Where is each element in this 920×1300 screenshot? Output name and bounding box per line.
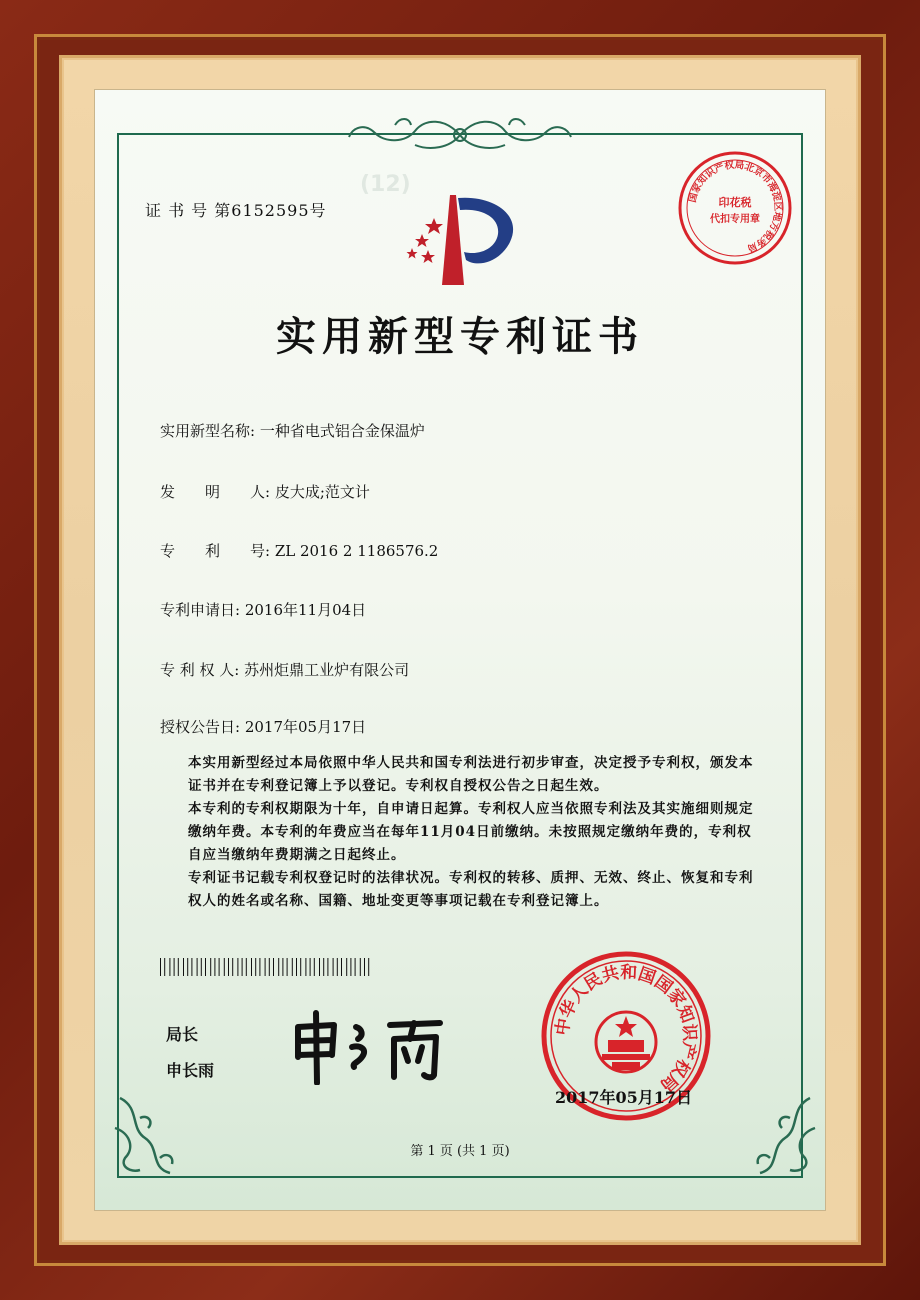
barcode-bar xyxy=(368,958,369,976)
barcode-bar xyxy=(346,958,347,976)
corner-ornament-icon xyxy=(110,1088,200,1178)
watermark-ghost: (12) xyxy=(360,172,411,197)
barcode-bar xyxy=(300,958,301,976)
barcode-bar xyxy=(228,958,229,976)
barcode-bar xyxy=(210,958,211,976)
barcode-bar xyxy=(232,958,233,976)
barcode-bar xyxy=(350,958,351,976)
barcode-bar xyxy=(197,958,198,976)
inventor: 发 明 人: 皮大成;范文计 xyxy=(160,483,370,501)
paragraph-2 xyxy=(160,798,760,867)
barcode-bar xyxy=(219,958,220,976)
tax-seal-arc-text: 国家知识产权局北京市海淀区地方税务局 xyxy=(687,159,784,254)
corner-ornament-icon xyxy=(730,1088,820,1178)
filing-date: 专利申请日: 2016年11月04日 xyxy=(160,601,367,619)
top-ornament-icon xyxy=(345,113,575,157)
barcode-bar xyxy=(327,958,328,976)
barcode-bar xyxy=(360,958,361,976)
patentee: 专 利 权 人: 苏州炬鼎工业炉有限公司 xyxy=(160,661,410,679)
barcode-bar xyxy=(273,958,274,976)
director-signature xyxy=(290,1005,470,1085)
barcode-bar xyxy=(310,958,311,976)
barcode-bar xyxy=(174,958,175,976)
barcode-bar xyxy=(187,958,188,976)
certificate-title: 实用新型专利证书 xyxy=(276,314,644,360)
paragraph-2-text: 本专利的专利权期限为十年，自申请日起算。专利权人应当依照专利法及其实施细则规定缴纳年费。本专利的年费应当在每年11月04日前缴纳。未按照规定缴纳年费的，专利权自应当缴纳年费期满之日起终止。 xyxy=(188,801,754,863)
barcode-bar xyxy=(160,958,161,976)
barcode-bar xyxy=(224,958,225,976)
barcode-bar xyxy=(237,958,238,976)
barcode-bar xyxy=(292,958,293,976)
barcode-bar xyxy=(164,958,165,976)
certificate-number: 证 书 号 第6152595号 xyxy=(145,201,327,220)
patent-office-logo-icon xyxy=(398,190,528,290)
barcode xyxy=(160,958,370,976)
director-name: 申长雨 xyxy=(166,1061,215,1080)
barcode-bar xyxy=(242,958,243,976)
seal-date: 2017年05月17日 xyxy=(555,1088,693,1107)
barcode-bar xyxy=(178,958,179,976)
paragraph-1-text: 本实用新型经过本局依照中华人民共和国专利法进行初步审查，决定授予专利权，颁发本证书并在专利登记簿上予以登记。专利权自授权公告之日起生效。 xyxy=(188,755,754,794)
barcode-bar xyxy=(201,958,202,976)
barcode-bar xyxy=(169,958,170,976)
patent-number: 专 利 号: ZL 2016 2 1186576.2 xyxy=(160,542,439,560)
barcode-bar xyxy=(251,958,252,976)
barcode-bar xyxy=(314,958,315,976)
barcode-bar xyxy=(364,958,365,976)
utility-model-name: 实用新型名称: 一种省电式铝合金保温炉 xyxy=(160,422,425,440)
barcode-bar xyxy=(278,958,279,976)
barcode-bar xyxy=(269,958,270,976)
barcode-bar xyxy=(255,958,256,976)
barcode-bar xyxy=(183,958,184,976)
paragraph-3 xyxy=(160,867,760,913)
barcode-bar xyxy=(337,958,338,976)
tax-seal-line-2: 代扣专用章 xyxy=(710,214,760,225)
barcode-bar xyxy=(191,958,192,976)
tax-seal-stamp xyxy=(675,148,795,268)
barcode-bar xyxy=(296,958,297,976)
page-number: 第 1 页 (共 1 页) xyxy=(410,1144,510,1159)
barcode-bar xyxy=(287,958,288,976)
barcode-bar xyxy=(305,958,306,976)
barcode-bar xyxy=(265,958,266,976)
paragraph-3-text: 专利证书记载专利权登记时的法律状况。专利权的转移、质押、无效、终止、恢复和专利权人的姓名或名称、国籍、地址变更等事项记载在专利登记簿上。 xyxy=(188,870,754,909)
grant-announcement-date: 授权公告日: 2017年05月17日 xyxy=(160,718,367,736)
director-title: 局长 xyxy=(166,1025,199,1044)
barcode-bar xyxy=(319,958,320,976)
barcode-bar xyxy=(282,958,283,976)
barcode-bar xyxy=(246,958,247,976)
paragraph-1 xyxy=(160,752,760,798)
barcode-bar xyxy=(333,958,334,976)
barcode-bar xyxy=(205,958,206,976)
barcode-bar xyxy=(323,958,324,976)
barcode-bar xyxy=(259,958,260,976)
barcode-bar xyxy=(341,958,342,976)
barcode-bar xyxy=(355,958,356,976)
seal-arc-text: 中华人民共和国国家知识产权局 xyxy=(552,962,700,1096)
barcode-bar xyxy=(214,958,215,976)
tax-seal-line-1: 印花税 xyxy=(718,196,752,209)
